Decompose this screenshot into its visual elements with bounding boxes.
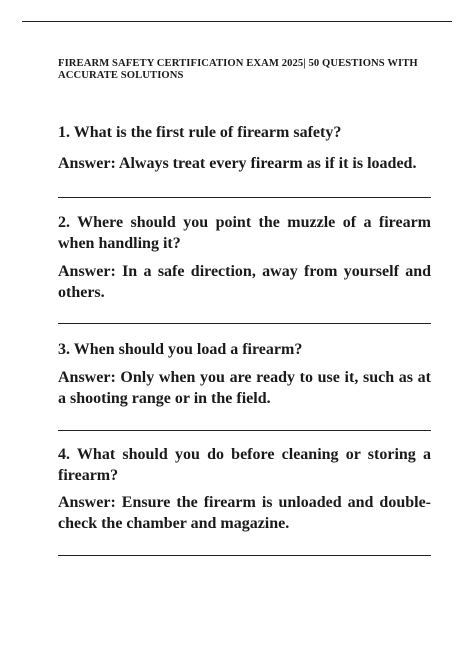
answer-3: Answer: Only when you are ready to use it, such as at a shooting range or in the field. <box>58 369 431 407</box>
question-1: 1. What is the first rule of firearm safety? <box>58 124 342 141</box>
question-divider <box>58 197 431 198</box>
question-divider <box>58 323 431 324</box>
question-4: 4. What should you do before cleaning or storing a firearm? <box>58 446 431 484</box>
answer-4: Answer: Ensure the firearm is unloaded and double-check the chamber and magazine. <box>58 494 431 532</box>
question-divider <box>58 430 431 431</box>
question-3: 3. When should you load a firearm? <box>58 341 303 358</box>
answer-1: Answer: Always treat every firearm as if it is loaded. <box>58 155 417 172</box>
question-divider <box>58 555 431 556</box>
answer-2: Answer: In a safe direction, away from yourself and others. <box>58 263 431 301</box>
document-header: FIREARM SAFETY CERTIFICATION EXAM 2025| 50 QUESTIONS WITH ACCURATE SOLUTIONS <box>58 58 418 81</box>
top-divider <box>22 21 452 22</box>
question-2: 2. Where should you point the muzzle of a firearm when handling it? <box>58 214 431 252</box>
